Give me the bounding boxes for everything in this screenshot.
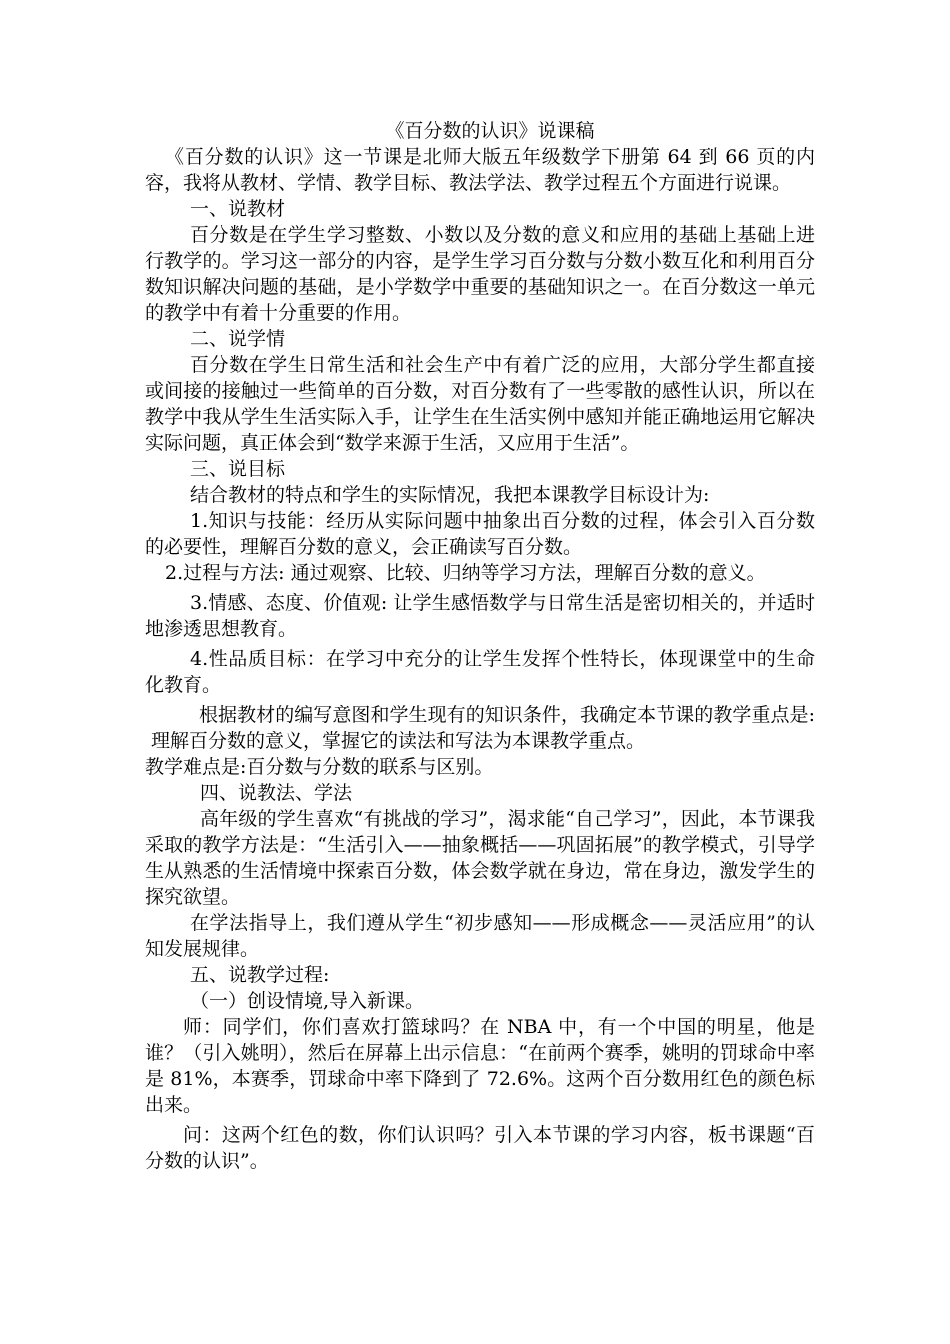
learning-method-paragraph: 在学法指导上，我们遵从学生“初步感知——形成概念——灵活应用”的认知发展规律。 (145, 912, 815, 960)
document-title: 《百分数的认识》说课稿 (385, 120, 595, 142)
difficulty-paragraph: 教学难点是:百分数与分数的联系与区别。 (145, 756, 494, 778)
section-heading-goals: 三、说目标 (190, 458, 286, 480)
section-heading-students: 二、说学情 (190, 328, 286, 350)
section-heading-methods: 四、说教法、学法 (200, 782, 353, 804)
subsection-heading-intro: （一）创设情境,导入新课。 (190, 990, 425, 1012)
goals-intro-paragraph: 结合教材的特点和学生的实际情况，我把本课教学目标设计为: (190, 484, 710, 506)
section-heading-process: 五、说教学过程: (190, 964, 330, 986)
key-point-block (145, 702, 815, 754)
textbook-paragraph: 百分数是在学生学习整数、小数以及分数的意义和应用的基础上基础上进行教学的。学习这一部分的内容，是学生学习百分数与分数小数互化和利用百分数知识解决问题的基础，是小学数学中重要的基础知识之一。在百分数这一单元的教学中有着十分重要的作用。 (145, 224, 815, 324)
goal-emotion: 3.情感、态度、价值观: 让学生感悟数学与日常生活是密切相关的，并适时地渗透思想教育。 (145, 592, 815, 640)
students-paragraph: 百分数在学生日常生活和社会生产中有着广泛的应用，大部分学生都直接或间接的接触过一些简单的百分数，对百分数有了一些零散的感性认识，所以在教学中我从学生生活实际入手，让学生在生活实例中感知并能正确地运用它解决实际问题，真正体会到“数学来源于生活，又应用于生活”。 (145, 354, 815, 454)
goal-knowledge: 1.知识与技能：经历从实际问题中抽象出百分数的过程，体会引入百分数的必要性，理解百分数的意义，会正确读写百分数。 (145, 510, 815, 558)
methods-paragraph: 高年级的学生喜欢“有挑战的学习”，渴求能“自己学习”，因此，本节课我采取的教学方法是：“生活引入——抽象概括——巩固拓展”的教学模式，引导学生从熟悉的生活情境中探索百分数，体会数学就在身边，常在身边，激发学生的探究欲望。 (145, 808, 815, 908)
teacher-dialogue-paragraph: 师：同学们，你们喜欢打篮球吗？在 NBA 中，有一个中国的明星，他是谁？（引入姚明），然后在屏幕上出示信息：“在前两个赛季，姚明的罚球命中率是 81%，本赛季，罚球命中率下降到了 72.6%。这两个百分数用红色的颜色标出来。 (145, 1016, 815, 1116)
section-heading-textbook: 一、说教材 (190, 198, 286, 220)
key-point-paragraph: 根据教材的编写意图和学生现有的知识条件，我确定本节课的教学重点是:理解百分数的意义，掌握它的读法和写法为本课教学重点。 (151, 704, 815, 752)
document-page (145, 118, 815, 1174)
question-paragraph: 问：这两个红色的数，你们认识吗？引入本节课的学习内容，板书课题“百分数的认识”。 (145, 1124, 815, 1172)
goal-character: 4.性品质目标：在学习中充分的让学生发挥个性特长，体现课堂中的生命化教育。 (145, 648, 815, 696)
goal-process: 2.过程与方法: 通过观察、比较、归纳等学习方法，理解百分数的意义。 (165, 562, 766, 584)
intro-paragraph: 《百分数的认识》这一节课是北师大版五年级数学下册第 64 到 66 页的内容，我将从教材、学情、教学目标、教法学法、教学过程五个方面进行说课。 (145, 146, 815, 194)
